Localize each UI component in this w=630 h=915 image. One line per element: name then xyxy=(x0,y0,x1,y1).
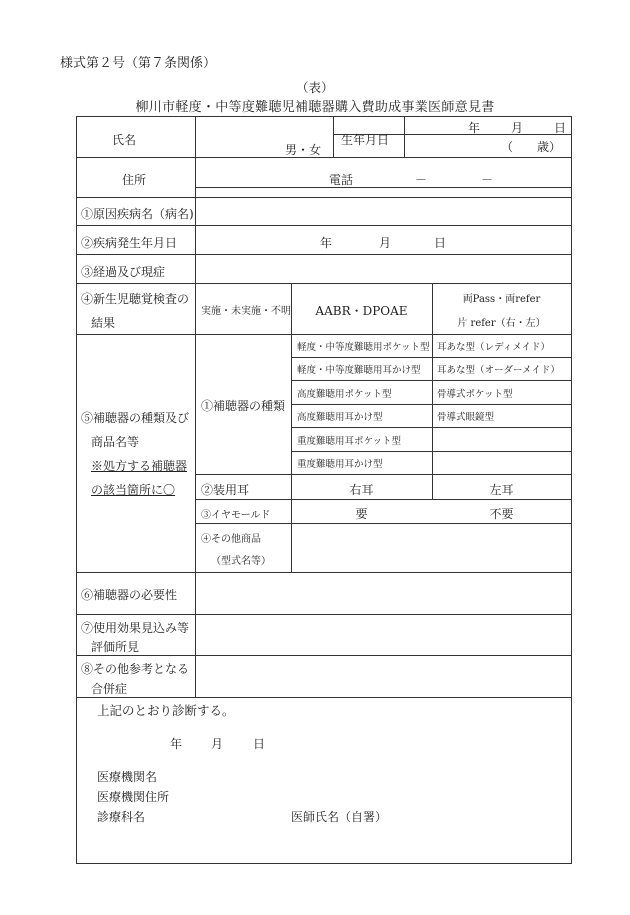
cell-divider xyxy=(291,404,571,405)
side-label: （表） xyxy=(296,80,334,95)
phone-underline xyxy=(195,187,571,188)
aid-type-option: 高度難聴用耳かけ型 xyxy=(297,412,383,423)
institution-address-label: 医療機関住所 xyxy=(97,790,170,804)
onset-month-unit: 月 xyxy=(379,236,392,250)
aid-type-option: 高度難聴用ポケット型 xyxy=(297,389,392,400)
sign-year-unit: 年 xyxy=(170,737,183,751)
screening-label: ④新生児聴覚検査の xyxy=(81,292,190,306)
aid-type-label: ①補聴器の種類 xyxy=(201,399,286,413)
aid-type-option: 重度難聴用耳ポケット型 xyxy=(297,436,402,447)
birthdate-label: 生年月日 xyxy=(341,133,390,147)
cell-divider xyxy=(195,474,571,475)
cell-divider xyxy=(404,117,405,157)
screening-label: 結果 xyxy=(91,316,116,330)
row-divider xyxy=(77,254,571,255)
screening-status: 実施・未実施・不明 xyxy=(201,306,291,317)
cell-divider xyxy=(291,427,571,428)
screening-result: 片 refer（右・左） xyxy=(457,318,546,329)
aid-type-option: 重度難聴用耳かけ型 xyxy=(297,459,383,470)
aid-note: の該当箇所に〇 xyxy=(91,483,176,497)
onset-year-unit: 年 xyxy=(320,236,333,250)
progress-label: ③経過及び現症 xyxy=(81,265,166,279)
other-ref-label: ⑧その他参考となる xyxy=(81,662,190,676)
age-open: （ xyxy=(501,140,514,154)
cell-divider xyxy=(291,357,571,358)
institution-label: 医療機関名 xyxy=(97,770,158,784)
opinion-form xyxy=(76,116,572,864)
aid-note: ※処方する補聴器 xyxy=(91,459,188,473)
aid-label: ⑤補聴器の種類及び xyxy=(81,411,190,425)
other-product-label: （型式名等） xyxy=(211,556,271,567)
row-divider xyxy=(77,334,571,335)
phone-dash: － xyxy=(481,173,494,187)
aid-type-option: 軽度・中等度難聴用耳かけ型 xyxy=(297,365,421,376)
phone-label: 電話 xyxy=(329,173,354,187)
row-divider xyxy=(77,197,571,198)
ear-label: ②装用耳 xyxy=(201,483,250,497)
cell-divider xyxy=(333,117,334,157)
doctor-signature-label: 医師氏名（自署） xyxy=(291,810,388,824)
necessity-label: ⑥補聴器の必要性 xyxy=(81,588,178,602)
cell-divider xyxy=(291,283,292,572)
address-label: 住所 xyxy=(122,173,147,187)
aid-type-option: 軽度・中等度難聴用ポケット型 xyxy=(297,342,430,353)
row-divider xyxy=(77,614,571,615)
department-label: 診療科名 xyxy=(97,810,146,824)
birth-year-unit: 年 xyxy=(468,121,481,135)
row-divider xyxy=(77,225,571,226)
earmold-label: ③イヤモールド xyxy=(201,510,271,521)
cell-divider xyxy=(195,499,571,500)
effect-label: 評価所見 xyxy=(91,640,140,654)
screening-result: 両Pass・両refer xyxy=(462,294,541,305)
row-divider xyxy=(77,157,571,158)
aid-label: 商品名等 xyxy=(91,435,140,449)
birth-month-unit: 月 xyxy=(511,121,524,135)
cell-divider xyxy=(195,523,571,524)
label-column-divider xyxy=(195,117,196,697)
onset-day-unit: 日 xyxy=(434,236,447,250)
screening-method: AABR・DPOAE xyxy=(315,304,408,318)
other-ref-label: 合併症 xyxy=(91,682,128,696)
row-divider xyxy=(77,697,571,698)
earmold-no-option: 不要 xyxy=(489,507,514,521)
effect-label: ⑦使用効果見込み等 xyxy=(81,621,190,635)
row-divider xyxy=(77,655,571,656)
earmold-yes-option: 要 xyxy=(355,507,368,521)
cause-label: ①原因疾病名（病名) xyxy=(81,207,194,221)
row-divider xyxy=(77,283,571,284)
document-title: 柳川市軽度・中等度難聴児補聴器購入費助成事業医師意見書 xyxy=(135,100,495,115)
birth-day-unit: 日 xyxy=(554,121,567,135)
row-divider xyxy=(77,572,571,573)
diagnosis-statement: 上記のとおり診断する。 xyxy=(97,703,235,718)
name-label: 氏名 xyxy=(112,133,137,147)
aid-type-option: 耳あな型（オーダーメイド） xyxy=(437,365,560,376)
cell-divider xyxy=(291,451,571,452)
sign-day-unit: 日 xyxy=(253,737,266,751)
ear-left-option: 左耳 xyxy=(489,483,514,497)
aid-type-option: 骨導式眼鏡型 xyxy=(437,412,495,423)
ear-right-option: 右耳 xyxy=(349,483,374,497)
cell-divider xyxy=(291,380,571,381)
other-product-label: ④その他商品 xyxy=(201,534,261,545)
aid-type-option: 耳あな型（レディメイド） xyxy=(437,342,551,353)
age-close: 歳） xyxy=(537,140,562,154)
sex-options: 男・女 xyxy=(285,143,322,157)
aid-type-option: 骨導式ポケット型 xyxy=(437,389,513,400)
phone-dash: － xyxy=(415,173,428,187)
onset-label: ②疾病発生年月日 xyxy=(81,236,178,250)
sign-month-unit: 月 xyxy=(211,737,224,751)
form-number: 様式第２号（第７条関係） xyxy=(60,56,217,71)
